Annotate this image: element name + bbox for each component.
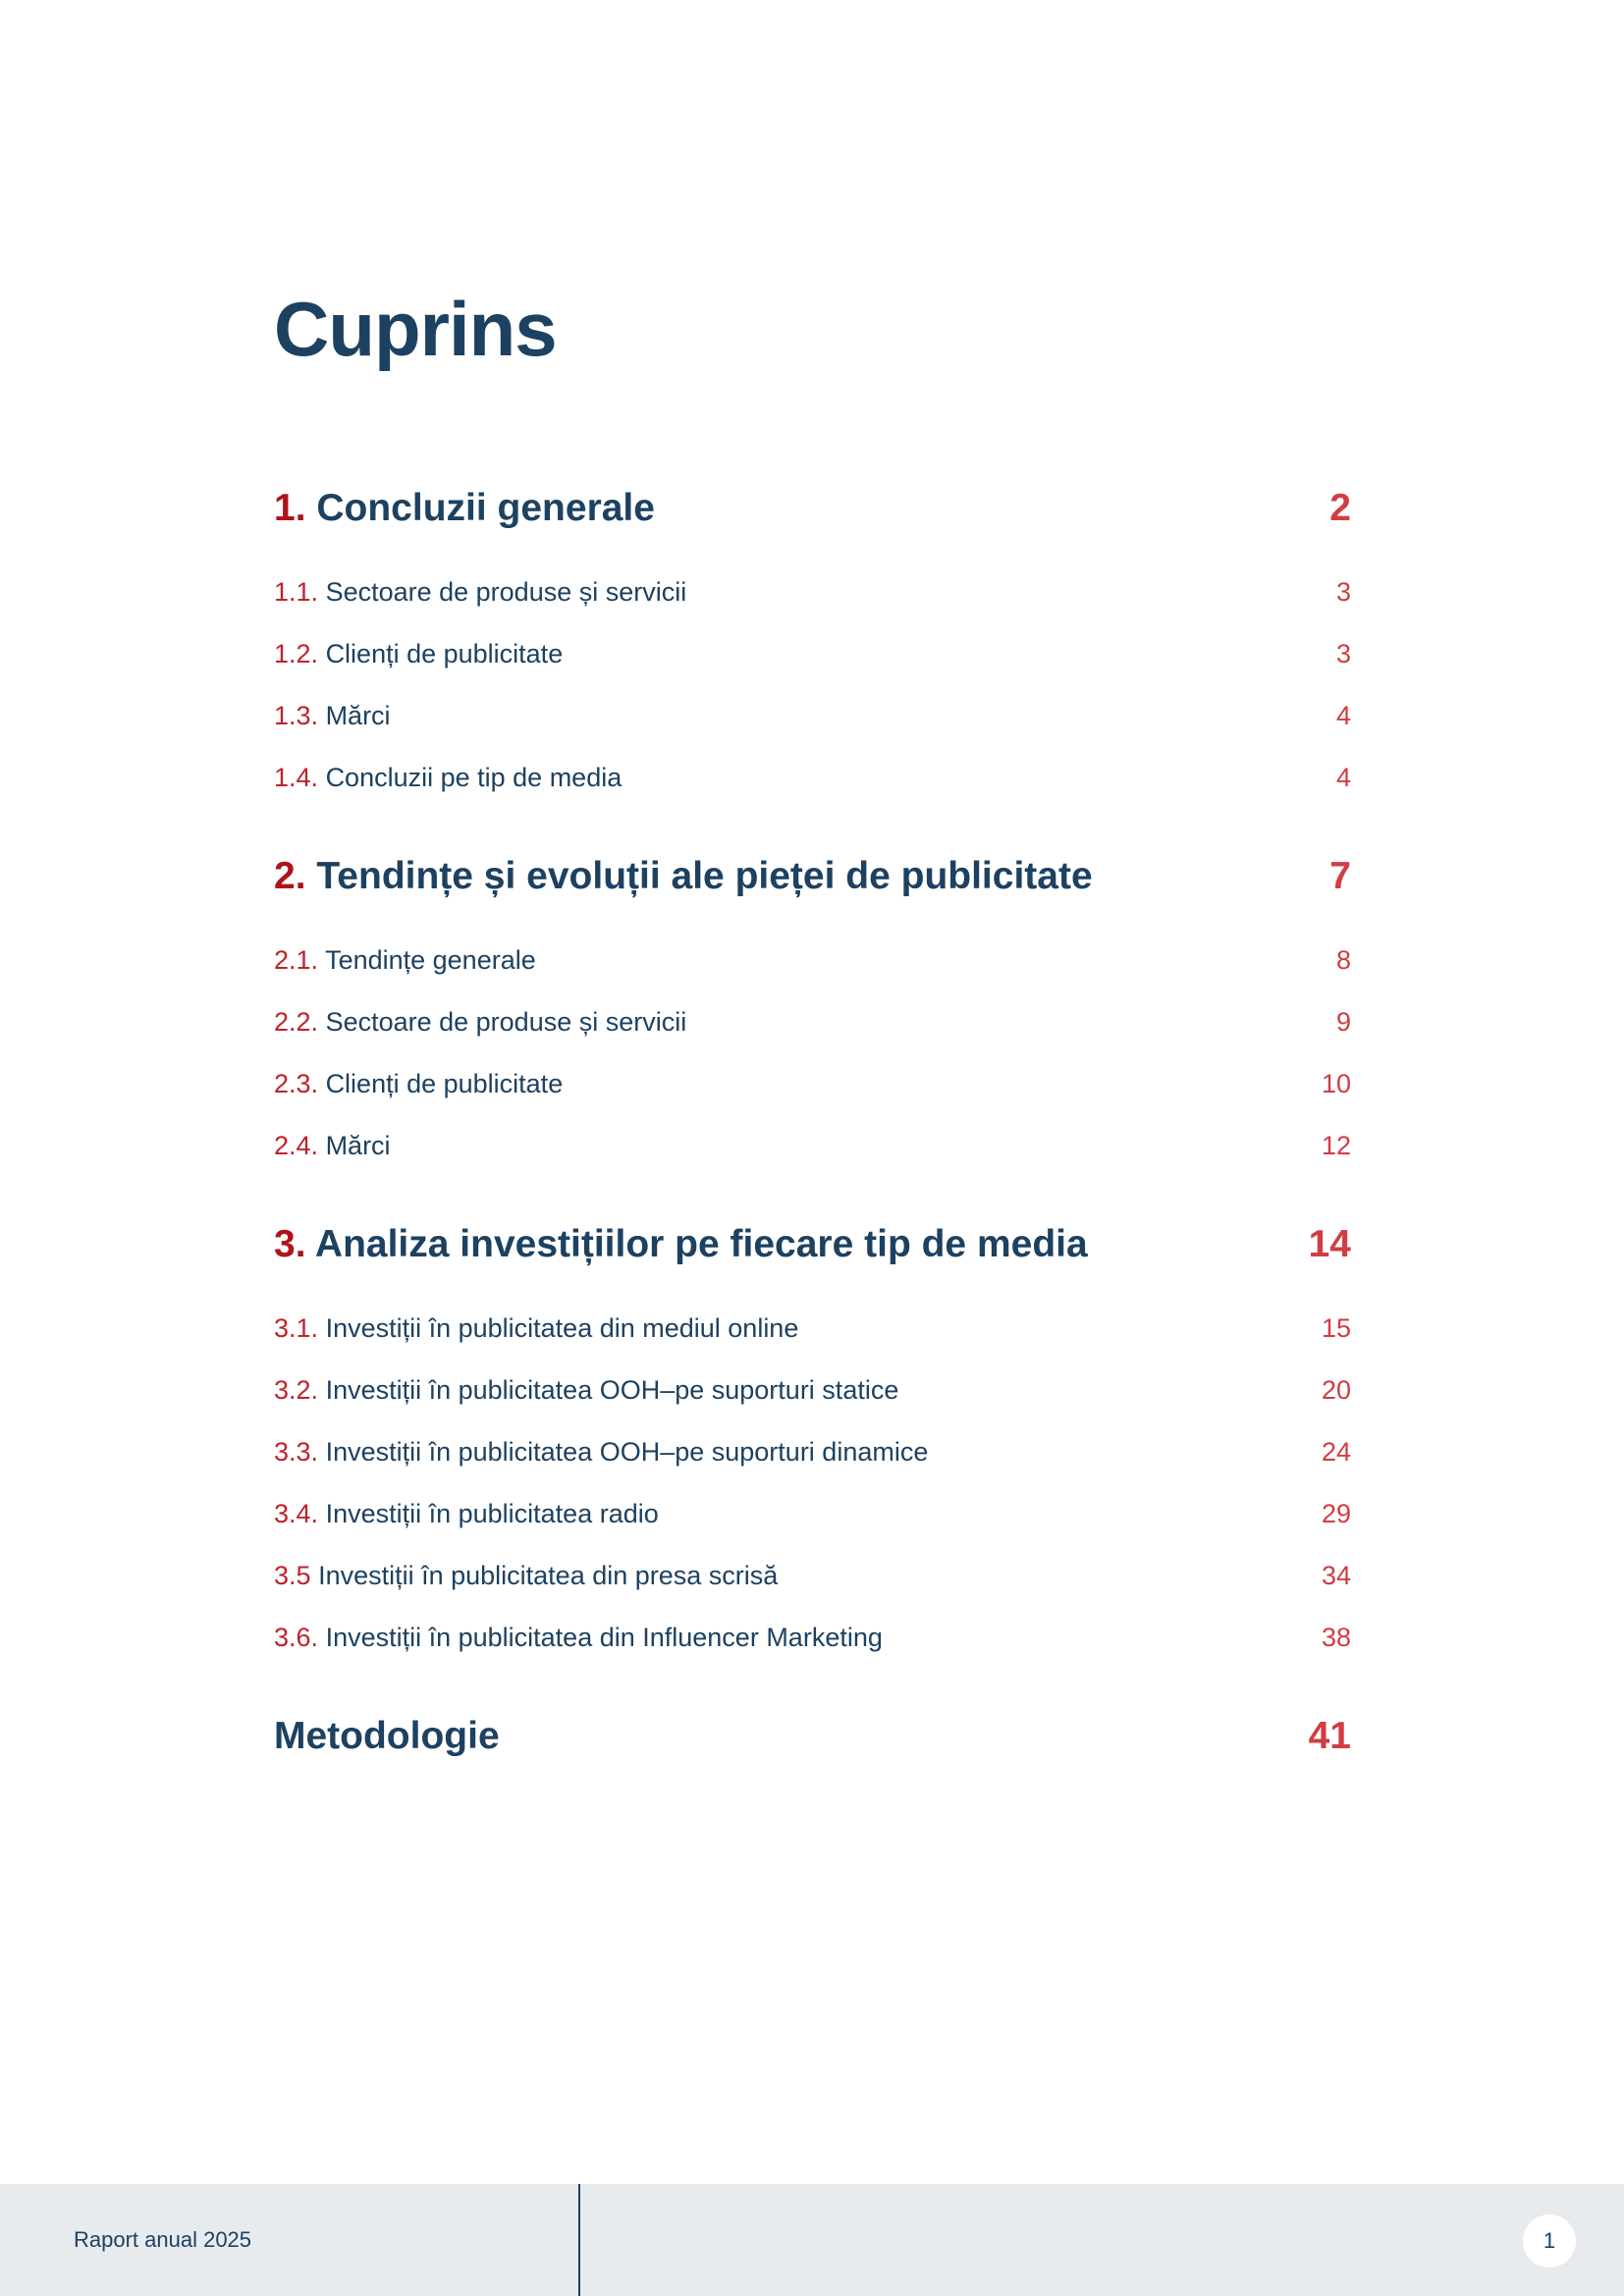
toc-entry-title [274,701,391,731]
toc-entry-page: 14 [1308,1223,1351,1265]
toc-entry-page: 7 [1329,855,1351,897]
toc-entry-number: 1. [274,487,306,529]
toc-entry-number: 2.3. [274,1069,319,1098]
toc-entry-page: 12 [1321,1131,1351,1160]
toc-entry-number: 2.2. [274,1007,319,1037]
toc-entry-label: Tendințe și evoluții ale pieței de publicitate [316,855,1093,897]
toc-entry-title [274,577,686,608]
toc-entry-1-1[interactable] [274,577,1351,608]
toc-entry-label: Investiții în publicitatea OOH–pe suporturi dinamice [325,1437,929,1467]
toc-entry-label: Mărci [325,1131,391,1160]
toc-entry-number: 2. [274,855,306,897]
toc-entry-3-5[interactable] [274,1561,1351,1591]
toc-entry-label: Investiții în publicitatea radio [325,1499,659,1528]
toc-entry-page: 34 [1321,1561,1351,1590]
toc-entry-label: Concluzii generale [316,487,655,529]
toc-entry-3[interactable] [274,1223,1351,1266]
toc-entry-page: 38 [1321,1623,1351,1652]
toc-entry-label: Investiții în publicitatea din Influencer Marketing [325,1623,883,1652]
toc-entry-3-2[interactable] [274,1375,1351,1406]
toc-entry-number: 1.3. [274,701,319,730]
toc-entry-number: 2.1. [274,945,319,975]
toc-entry-number: 1.2. [274,639,319,668]
toc-entry-page: 3 [1335,639,1351,668]
toc-entry-page: 20 [1321,1375,1351,1405]
toc-entry-title [274,1437,928,1468]
toc-entry-2[interactable] [274,855,1351,898]
toc-entry-label: Sectoare de produse și servicii [325,1007,687,1037]
toc-entry-page: 24 [1321,1437,1351,1467]
toc-entry-label: Clienți de publicitate [325,639,564,668]
toc-entry-page: 10 [1321,1069,1351,1098]
toc-entry-page: 15 [1321,1313,1351,1343]
toc-entry-2-4[interactable] [274,1131,1351,1161]
footer-divider [578,2184,580,2296]
toc-entry-3-1[interactable] [274,1313,1351,1344]
toc-entry-1-3[interactable] [274,701,1351,731]
toc-entry-number: 3.4. [274,1499,319,1528]
toc-entry-1-2[interactable] [274,639,1351,669]
toc-entry-label: Analiza investițiilor pe fiecare tip de media [314,1223,1088,1265]
toc-entry-title [274,1313,798,1344]
toc-entry-2-3[interactable] [274,1069,1351,1099]
toc-entry-number: 3. [274,1223,306,1265]
toc-entry-number: 3.5 [274,1561,311,1590]
toc-entry-label: Concluzii pe tip de media [325,763,623,792]
toc-entry-title [274,1007,686,1038]
toc-entry-title [274,1623,883,1653]
toc-entry-3-6[interactable] [274,1623,1351,1653]
page-number-badge: 1 [1523,2215,1576,2268]
toc-entry-2-1[interactable] [274,945,1351,976]
toc-entry-1-4[interactable] [274,763,1351,793]
toc-entry-page: 4 [1335,763,1351,792]
toc-entry-label: Mărci [325,701,391,730]
toc-entry-label: Clienți de publicitate [325,1069,564,1098]
toc-entry-metodologie[interactable] [274,1715,1351,1758]
toc-entry-label: Metodologie [274,1715,500,1757]
toc-entry-page: 41 [1308,1715,1351,1757]
toc-entry-number: 3.1. [274,1313,319,1343]
toc-entry-number: 1.1. [274,577,319,607]
toc-entry-title [274,1069,563,1099]
toc-entry-title [274,1715,500,1758]
toc-entry-number: 3.3. [274,1437,319,1467]
page-footer [0,2184,1624,2296]
toc-entry-title [274,639,563,669]
toc-entry-title [274,945,536,976]
toc-entry-label: Tendințe generale [325,945,536,975]
toc-entry-3-4[interactable] [274,1499,1351,1529]
toc-entry-page: 29 [1321,1499,1351,1528]
toc-entry-number: 1.4. [274,763,319,792]
toc-entry-title [274,855,1093,898]
toc-entry-title [274,763,622,793]
toc-entry-page: 2 [1329,487,1351,529]
toc-entry-title [274,1561,778,1591]
page-title: Cuprins [274,286,557,372]
toc-entry-page: 3 [1335,577,1351,607]
toc-entry-title [274,1375,898,1406]
toc-entry-number: 3.2. [274,1375,319,1405]
toc-entry-3-3[interactable] [274,1437,1351,1468]
toc-entry-page: 9 [1335,1007,1351,1037]
toc-entry-page: 4 [1335,701,1351,730]
toc-entry-label: Investiții în publicitatea din presa scrisă [318,1561,779,1590]
toc-entry-title [274,1499,659,1529]
toc-entry-title [274,1131,391,1161]
toc-entry-1[interactable] [274,487,1351,530]
toc-entry-label: Investiții în publicitatea OOH–pe suporturi statice [325,1375,899,1405]
toc-entry-number: 2.4. [274,1131,319,1160]
toc-entry-2-2[interactable] [274,1007,1351,1038]
toc-entry-number: 3.6. [274,1623,319,1652]
footer-report-label: Raport anual 2025 [74,2227,252,2252]
toc-entry-label: Sectoare de produse și servicii [325,577,687,607]
toc-entry-title [274,487,655,530]
toc-entry-label: Investiții în publicitatea din mediul online [325,1313,799,1343]
toc-entry-title [274,1223,1088,1266]
toc-entry-page: 8 [1335,945,1351,975]
